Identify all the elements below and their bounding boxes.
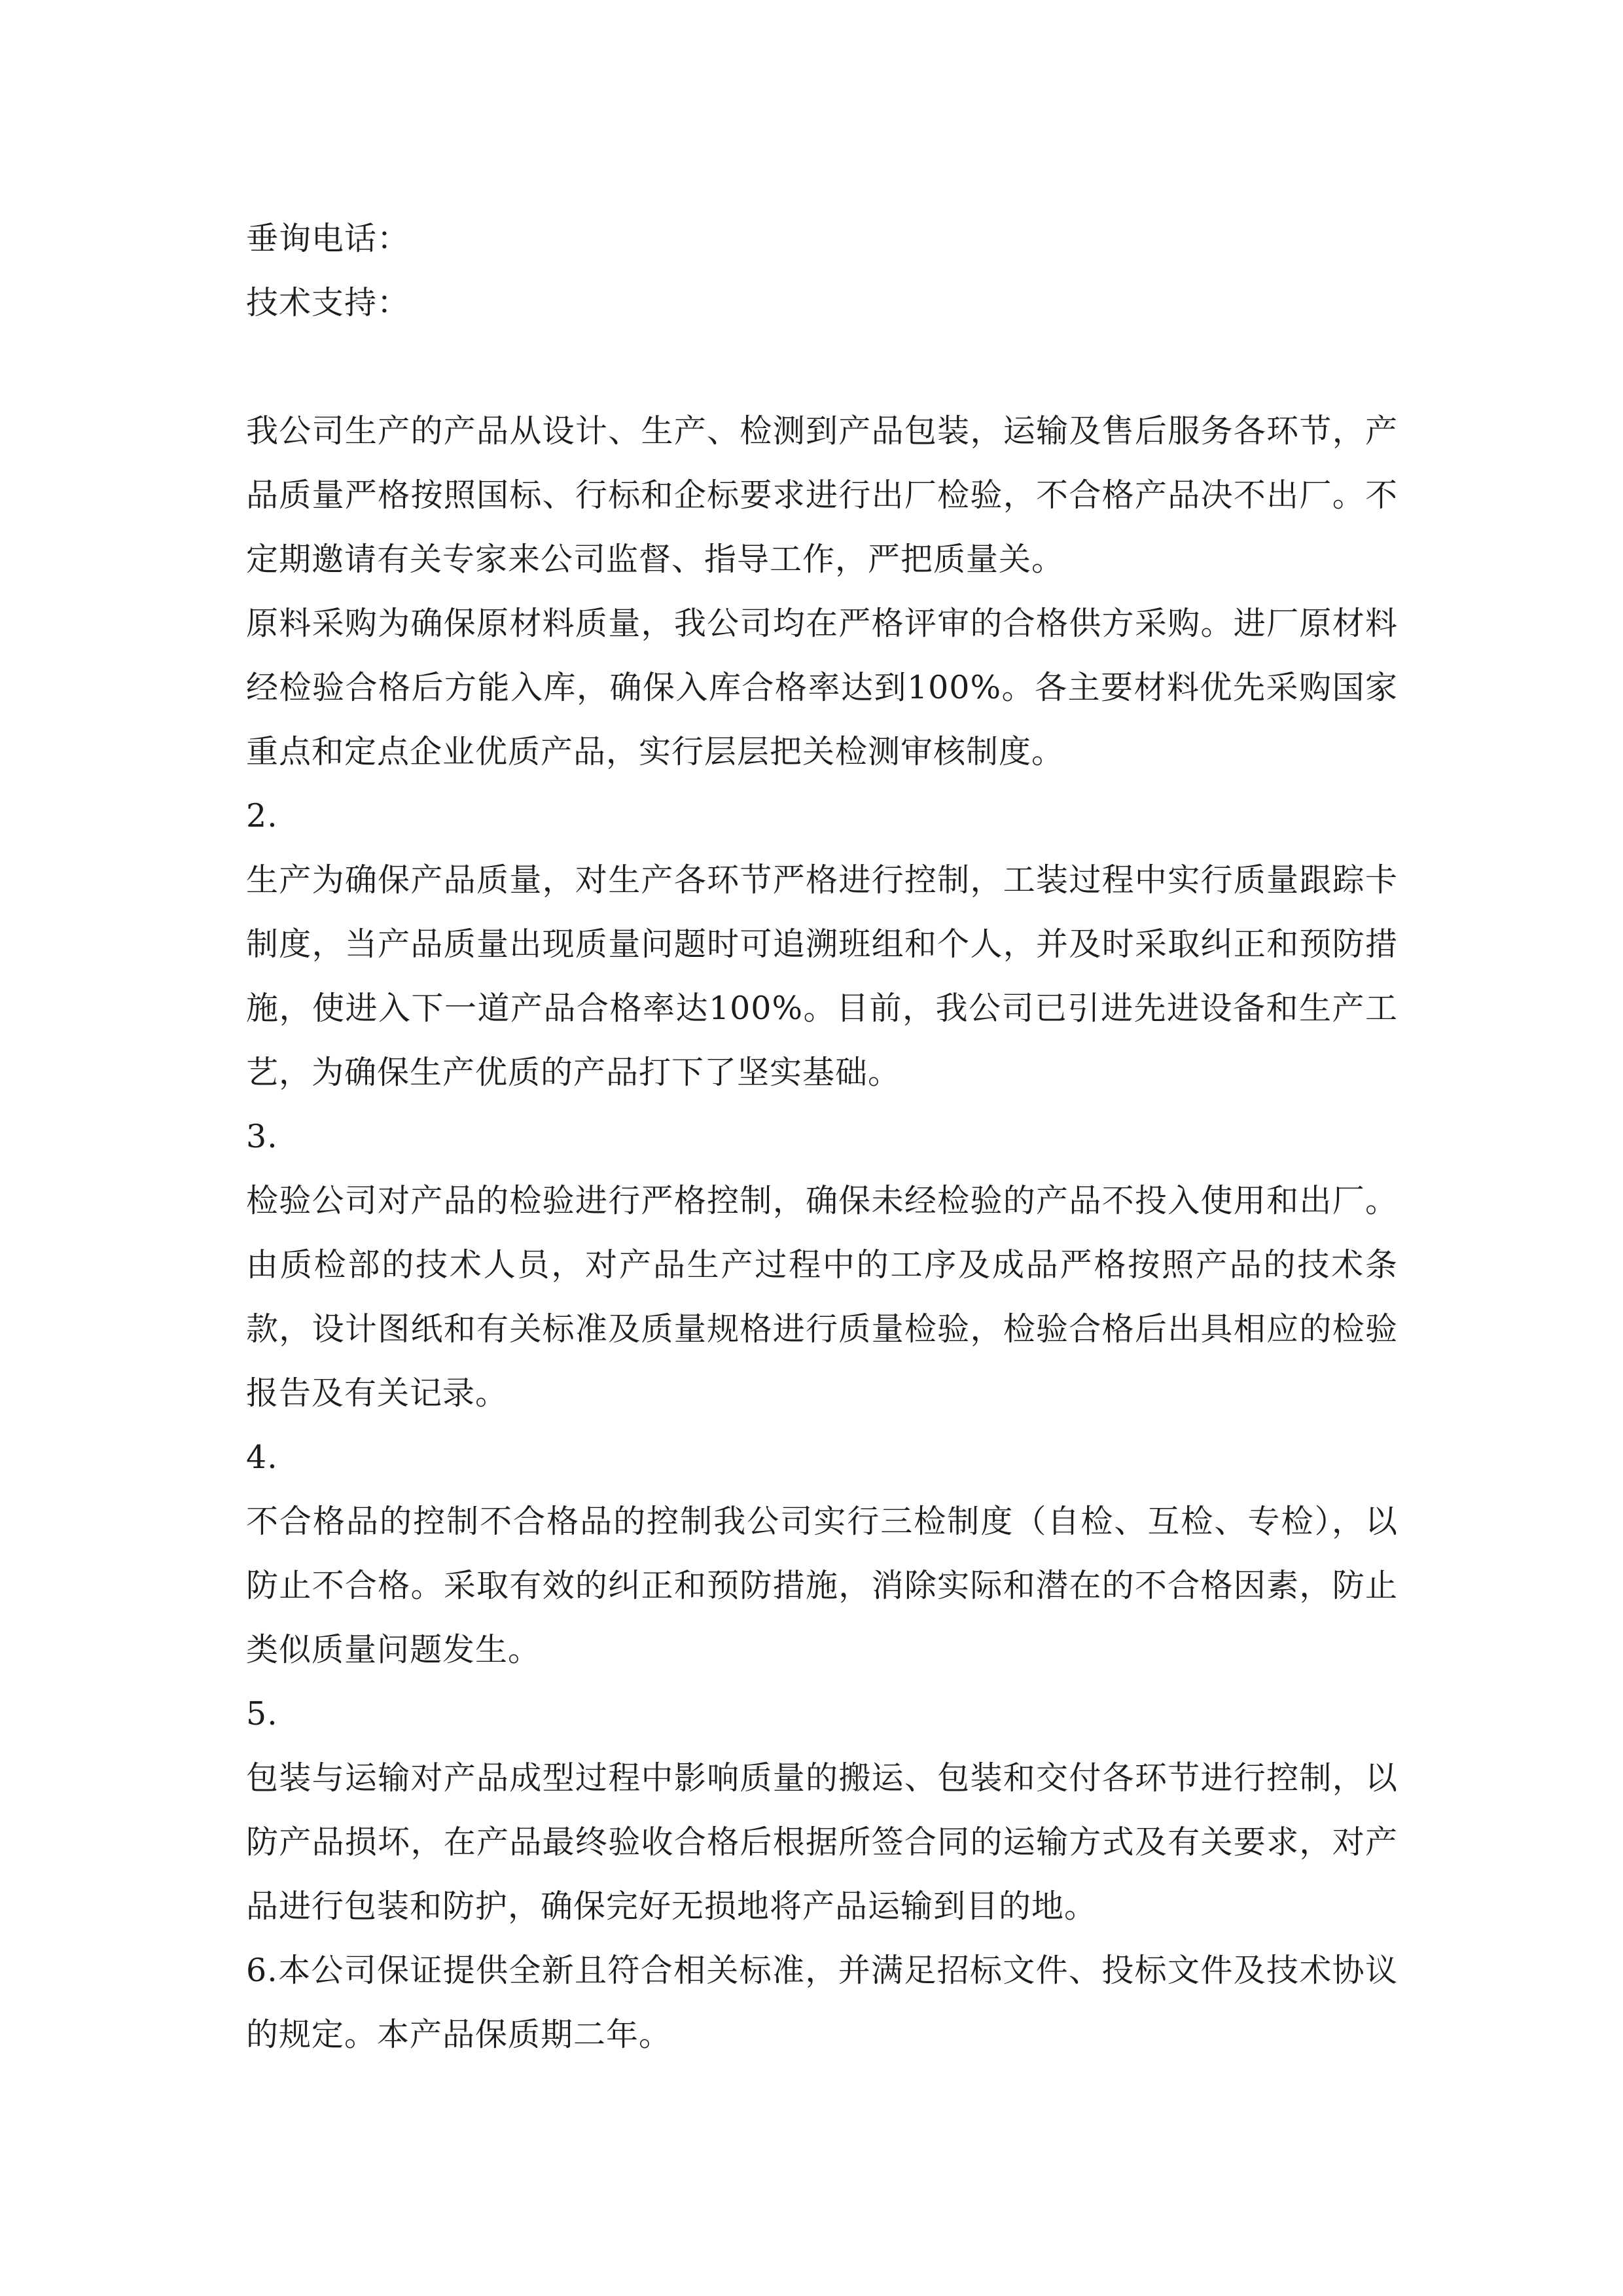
section-number-2: 2. [246, 797, 278, 834]
paragraph-inspection: 检验公司对产品的检验进行严格控制，确保未经检验的产品不投入使用和出厂。由质检部的技术人员，对产品生产过程中的工序及成品严格按照产品的技术条款，设计图纸和有关标准及质量规格进行质量检验，检验合格后出具相应的检验报告及有关记录。 [246, 1182, 1398, 1412]
paragraph-production: 生产为确保产品质量，对生产各环节严格进行控制，工装过程中实行质量跟踪卡制度，当产品质量出现质量问题时可追溯班组和个人，并及时采取纠正和预防措施，使进入下一道产品合格率达100%。目前，我公司已引进先进设备和生产工艺，为确保生产优质的产品打下了坚实基础。 [246, 861, 1398, 1091]
paragraph-packaging-transport: 包装与运输对产品成型过程中影响质量的搬运、包装和交付各环节进行控制，以防产品损坏，在产品最终验收合格后根据所签合同的运输方式及有关要求，对产品进行包装和防护，确保完好无损地将产品运输到目的地。 [246, 1759, 1398, 1925]
paragraph-raw-material-procurement: 原料采购为确保原材料质量，我公司均在严格评审的合格供方采购。进厂原材料经检验合格后方能入库，确保入库合格率达到100%。各主要材料优先采购国家重点和定点企业优质产品，实行层层把关检测审核制度。 [246, 605, 1398, 770]
inquiry-phone-label: 垂询电话： [246, 220, 410, 257]
paragraph-nonconforming-control: 不合格品的控制不合格品的控制我公司实行三检制度（自检、互检、专检），以防止不合格。采取有效的纠正和预防措施，消除实际和潜在的不合格因素，防止类似质量问题发生。 [246, 1503, 1398, 1668]
paragraph-intro: 我公司生产的产品从设计、生产、检测到产品包装，运输及售后服务各环节，产品质量严格按照国标、行标和企标要求进行出厂检验，不合格产品决不出厂。不定期邀请有关专家来公司监督、指导工作，严把质量关。 [246, 412, 1398, 578]
section-number-4: 4. [246, 1439, 278, 1476]
paragraph-warranty: 6.本公司保证提供全新且符合相关标准，并满足招标文件、投标文件及技术协议的规定。本产品保质期二年。 [246, 1952, 1398, 2053]
section-number-3: 3. [246, 1118, 278, 1155]
document-body [246, 207, 1398, 2067]
section-number-5: 5. [246, 1695, 278, 1732]
spacer [246, 335, 1398, 399]
tech-support-label: 技术支持： [246, 284, 410, 321]
